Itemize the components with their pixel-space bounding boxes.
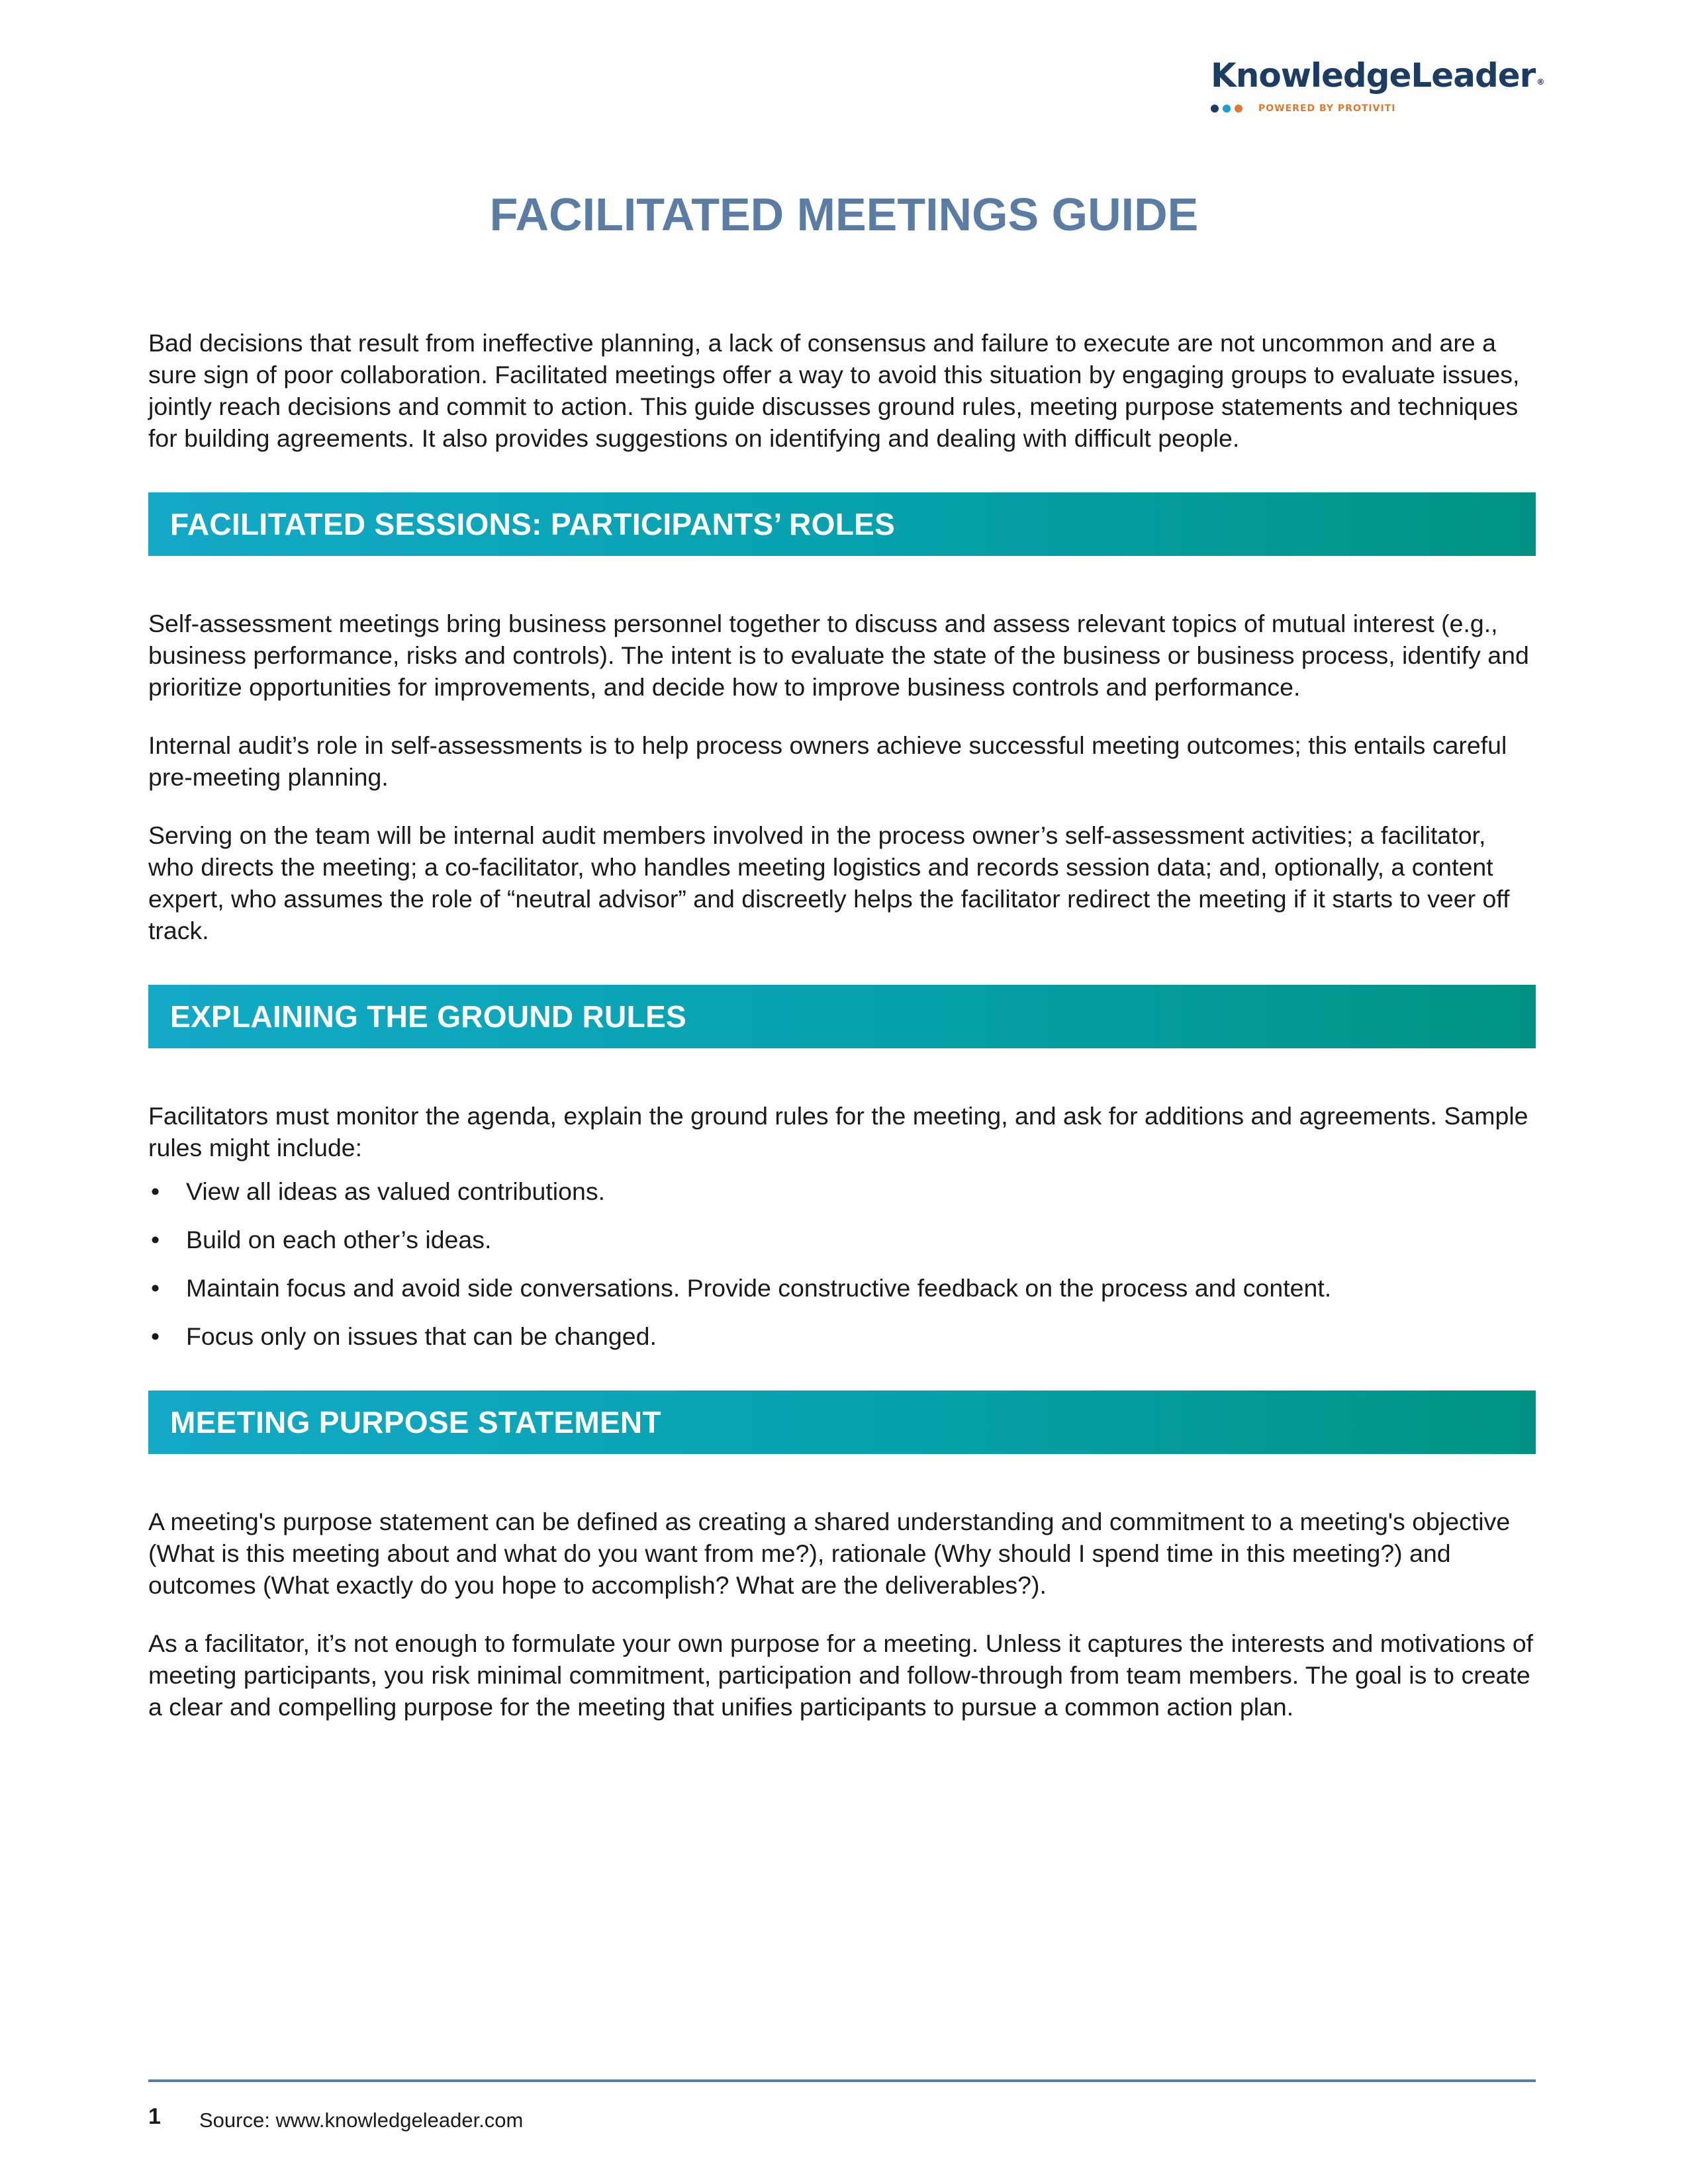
- paragraph: Internal audit’s role in self-assessments is to help process owners achieve successful meeting outcomes; this entails careful pre-meeting planning.: [148, 731, 1507, 791]
- list-item: [148, 1175, 1536, 1207]
- section-heading: MEETING PURPOSE STATEMENT: [170, 1405, 661, 1439]
- paragraph: Self-assessment meetings bring business personnel together to discuss and assess relevant topics of mutual interest (e.g., business performance, risks and controls). The intent is to evaluate the state of the business or business process, identify and prioritize opportunities for improvements, and decide how to improve business controls and performance.: [148, 610, 1529, 701]
- logo-dot-icon: [1223, 105, 1231, 113]
- ground-rules-list: [148, 1175, 1536, 1352]
- knowledgeleader-logo: [1211, 57, 1542, 115]
- logo-dot-icon: [1235, 105, 1243, 113]
- document-body: [148, 327, 1536, 1749]
- paragraph: Facilitators must monitor the agenda, explain the ground rules for the meeting, and ask for additions and agreements. Sample rules might include:: [148, 1102, 1528, 1161]
- section-header-purpose-statement: [148, 1390, 1536, 1454]
- bullet-icon: •: [151, 1226, 160, 1253]
- bullet-icon: •: [151, 1322, 160, 1350]
- bullet-icon: •: [151, 1274, 160, 1302]
- section-heading: FACILITATED SESSIONS: PARTICIPANTS’ ROLES: [170, 507, 896, 541]
- logo-trademark: ®: [1536, 77, 1544, 87]
- footer-divider: [148, 2079, 1536, 2082]
- list-item-text: Build on each other’s ideas.: [186, 1226, 492, 1253]
- paragraph: As a facilitator, it’s not enough to formulate your own purpose for a meeting. Unless it captures the interests and motivations of meeting participants, you risk minimal commitment, participation and follow-through from team members. The goal is to create a clear and compelling purpose for the meeting that unifies participants to pursue a common action plan.: [148, 1629, 1534, 1721]
- list-item: [148, 1272, 1536, 1304]
- page-title: FACILITATED MEETINGS GUIDE: [489, 189, 1199, 240]
- logo-wordmark: KnowledgeLeader: [1211, 56, 1536, 95]
- section-header-participants-roles: [148, 492, 1536, 556]
- list-item-text: Maintain focus and avoid side conversations. Provide constructive feedback on the process and content.: [186, 1274, 1332, 1302]
- list-item-text: Focus only on issues that can be changed.: [186, 1322, 657, 1350]
- logo-tagline: POWERED BY PROTIVITI: [1258, 103, 1396, 114]
- intro-paragraph: Bad decisions that result from ineffective planning, a lack of consensus and failure to execute are not uncommon and are a sure sign of poor collaboration. Facilitated meetings offer a way to avoid this situation by engaging groups to evaluate issues, jointly reach decisions and commit to action. This guide discusses ground rules, meeting purpose statements and techniques for building agreements. It also provides suggestions on identifying and dealing with difficult people.: [148, 329, 1520, 452]
- logo-dot-icon: [1211, 105, 1219, 113]
- footer-source: Source: www.knowledgeleader.com: [199, 2109, 524, 2132]
- section-header-ground-rules: [148, 985, 1536, 1048]
- logo-tagline-row: [1211, 102, 1542, 115]
- page-number: 1: [148, 2104, 161, 2129]
- paragraph: Serving on the team will be internal audit members involved in the process owner’s self-assessment activities; a facilitator, who directs the meeting; a co-facilitator, who handles meeting logistics and records session data; and, optionally, a content expert, who assumes the role of “neutral advisor” and discreetly helps the facilitator redirect the meeting if it starts to veer off track.: [148, 821, 1510, 944]
- paragraph: A meeting's purpose statement can be defined as creating a shared understanding and commitment to a meeting's objective (What is this meeting about and what do you want from me?), rationale (Why should I spend time in this meeting?) and outcomes (What exactly do you hope to accomplish? What are the deliverables?).: [148, 1508, 1511, 1599]
- section-heading: EXPLAINING THE GROUND RULES: [170, 999, 686, 1034]
- bullet-icon: •: [151, 1177, 160, 1205]
- list-item: [148, 1224, 1536, 1255]
- list-item-text: View all ideas as valued contributions.: [186, 1177, 606, 1205]
- list-item: [148, 1320, 1536, 1352]
